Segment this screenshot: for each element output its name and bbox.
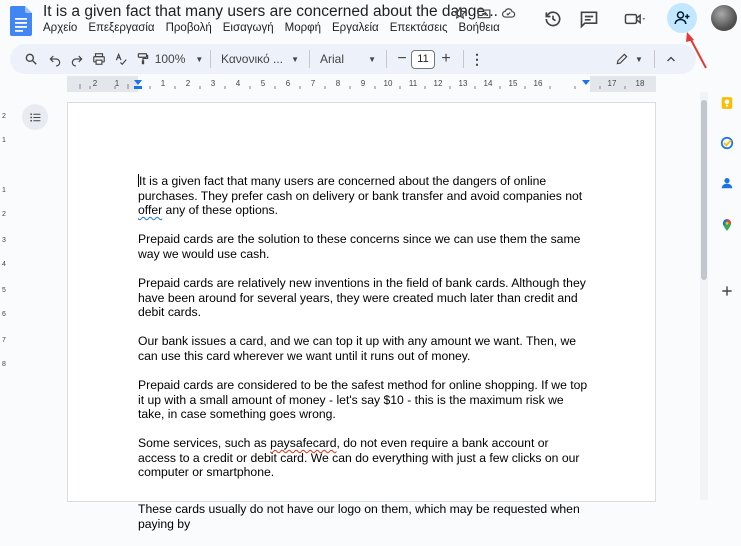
font-value: Arial	[320, 52, 345, 66]
tasks-icon[interactable]	[720, 136, 734, 150]
comments-button[interactable]	[574, 4, 604, 34]
menu-help[interactable]: Βοήθεια	[458, 22, 500, 34]
chevron-down-icon: ▼	[291, 54, 299, 64]
list-icon	[29, 111, 42, 124]
ruler-label: 17	[607, 79, 617, 88]
vruler-label: 1	[2, 187, 6, 194]
vruler-label: 5	[2, 287, 6, 294]
comment-icon	[579, 9, 599, 29]
vruler-label: 2	[2, 211, 6, 218]
video-camera-icon	[624, 9, 646, 29]
menu-file[interactable]: Αρχείο	[43, 22, 78, 34]
increase-font-size-button[interactable]	[435, 47, 457, 71]
ruler-label: 9	[360, 79, 366, 88]
font-size-input[interactable]: 11	[411, 50, 435, 69]
avatar[interactable]	[711, 5, 737, 31]
add-addon-icon[interactable]	[720, 284, 734, 298]
menu-tools[interactable]: Εργαλεία	[332, 22, 379, 34]
vertical-ruler-ticks	[0, 94, 10, 500]
vruler-label: 4	[2, 261, 6, 268]
paragraph[interactable]: Prepaid cards are considered to be the safest method for online shopping. If we top it up with a small amount of money - let's say $10 - this is the maximum risk we take, in case something goes wrong.	[138, 377, 588, 422]
ruler-label: 11	[408, 79, 418, 88]
cloud-status-icon[interactable]	[500, 5, 516, 21]
ruler-label: 16	[533, 79, 543, 88]
contacts-icon[interactable]	[720, 176, 734, 190]
docs-logo-icon[interactable]	[10, 6, 32, 36]
vruler-label: 1	[2, 137, 6, 144]
print-icon	[92, 52, 106, 66]
paragraph[interactable]: Prepaid cards are the solution to these concerns since we can use them the same way we would use cash.	[138, 232, 581, 261]
font-select[interactable]	[316, 47, 380, 71]
right-indent-handle[interactable]	[582, 80, 590, 85]
ruler-label: 8	[335, 79, 341, 88]
ruler-ticks	[0, 76, 700, 92]
zoom-select[interactable]	[154, 47, 204, 71]
chevron-down-icon: ▼	[368, 54, 376, 64]
ruler-label: 2	[185, 79, 191, 88]
share-button[interactable]	[667, 3, 697, 33]
redo-icon	[70, 52, 84, 66]
paragraph-style-select[interactable]	[217, 47, 303, 71]
chevron-down-icon: ▼	[635, 54, 643, 64]
search-menus-button[interactable]	[18, 47, 44, 71]
chevron-down-icon: ▼	[195, 54, 204, 64]
document-page[interactable]	[67, 102, 656, 531]
top-bar	[0, 0, 741, 42]
paragraph[interactable]: Prepaid cards are relatively new inventions in the field of bank cards. Although they have been around for several years, they were created much later than credit and debit cards.	[138, 275, 586, 320]
ruler-label: 10	[383, 79, 393, 88]
star-icon[interactable]	[452, 5, 468, 21]
version-history-button[interactable]	[538, 4, 568, 34]
vertical-ruler[interactable]	[0, 94, 10, 500]
keep-icon[interactable]	[720, 96, 734, 110]
ruler-label: 2	[92, 79, 98, 88]
ruler-label: 12	[433, 79, 443, 88]
left-indent-handle[interactable]	[134, 86, 142, 89]
print-button[interactable]	[88, 47, 110, 71]
zoom-value: 100%	[154, 52, 186, 66]
paint-format-button[interactable]	[132, 47, 154, 71]
editing-mode-select[interactable]	[610, 47, 648, 71]
pencil-icon	[615, 52, 629, 66]
paragraph-style-value: Κανονικό ...	[221, 52, 283, 66]
undo-button[interactable]	[44, 47, 66, 71]
document-title[interactable]: It is a given fact that many users are concerned about the dange...	[43, 3, 498, 20]
ruler-label: 5	[260, 79, 266, 88]
chevron-up-icon	[665, 53, 677, 65]
paragraph[interactable]: It is a given fact that many users are concerned about the dangers of online purchases. They prefer cash on delivery or bank transfer and avoid companies not offer any of these options.	[138, 174, 583, 218]
vruler-label: 7	[2, 337, 6, 344]
separator	[463, 50, 464, 68]
maps-icon[interactable]	[720, 218, 734, 232]
menu-extensions[interactable]: Επεκτάσεις	[389, 22, 448, 34]
undo-icon	[48, 52, 62, 66]
horizontal-ruler[interactable]	[0, 76, 700, 92]
menu-edit[interactable]: Επεξεργασία	[88, 22, 155, 34]
scrollbar-thumb[interactable]	[701, 100, 707, 280]
redo-button[interactable]	[66, 47, 88, 71]
separator	[386, 50, 387, 68]
more-options-button[interactable]	[470, 47, 484, 71]
hide-menus-button[interactable]	[661, 47, 681, 71]
ruler-label: 1	[114, 79, 120, 88]
plus-icon: +	[441, 50, 451, 67]
search-icon	[24, 52, 38, 66]
ruler-label: 14	[483, 79, 493, 88]
separator	[210, 50, 211, 68]
grammar-suggestion[interactable]: offer	[138, 203, 163, 218]
menu-view[interactable]: Προβολή	[165, 22, 212, 34]
paint-roller-icon	[136, 52, 150, 66]
history-icon	[543, 9, 563, 29]
ruler-label: 13	[458, 79, 468, 88]
more-vert-icon: ⋮	[470, 50, 484, 67]
scrollbar[interactable]	[700, 92, 708, 500]
vruler-label: 8	[2, 361, 6, 368]
separator	[654, 50, 655, 68]
ruler-label: 3	[210, 79, 216, 88]
vruler-label: 2	[2, 113, 6, 120]
vruler-label: 3	[2, 237, 6, 244]
ruler-label: 4	[235, 79, 241, 88]
vruler-label: 6	[2, 311, 6, 318]
meet-button[interactable]	[614, 4, 656, 34]
document-outline-button[interactable]	[22, 104, 48, 130]
ruler-label: 7	[310, 79, 316, 88]
minus-icon: −	[397, 50, 407, 67]
side-panel	[712, 44, 741, 500]
ruler-label: 6	[285, 79, 291, 88]
separator	[309, 50, 310, 68]
paragraph[interactable]: Our bank issues a card, and we can top it up with any amount we want. Then, we can use this card wherever we want until it runs out of money.	[138, 334, 577, 363]
ruler-label: 18	[635, 79, 645, 88]
move-folder-icon[interactable]	[476, 5, 492, 21]
paragraph[interactable]: These cards usually do not have our logo on them, which may be requested when paying by	[138, 502, 580, 531]
toolbar	[10, 44, 696, 74]
add-person-icon	[673, 9, 691, 27]
ruler-label: 1	[160, 79, 166, 88]
spelling-button[interactable]	[110, 47, 132, 71]
menu-format[interactable]: Μορφή	[284, 22, 321, 34]
spellcheck-icon	[114, 52, 128, 66]
menu-insert[interactable]: Εισαγωγή	[222, 22, 274, 34]
paragraph[interactable]: Some services, such as paysafecard, do not even require a bank account or access to a credit or debit card. We can do everything with just a few clicks on our computer or smartphone.	[138, 436, 580, 480]
ruler-label: 15	[508, 79, 518, 88]
spelling-error[interactable]: paysafecard	[270, 436, 337, 451]
document-body[interactable]	[138, 174, 588, 546]
decrease-font-size-button[interactable]	[393, 47, 411, 71]
